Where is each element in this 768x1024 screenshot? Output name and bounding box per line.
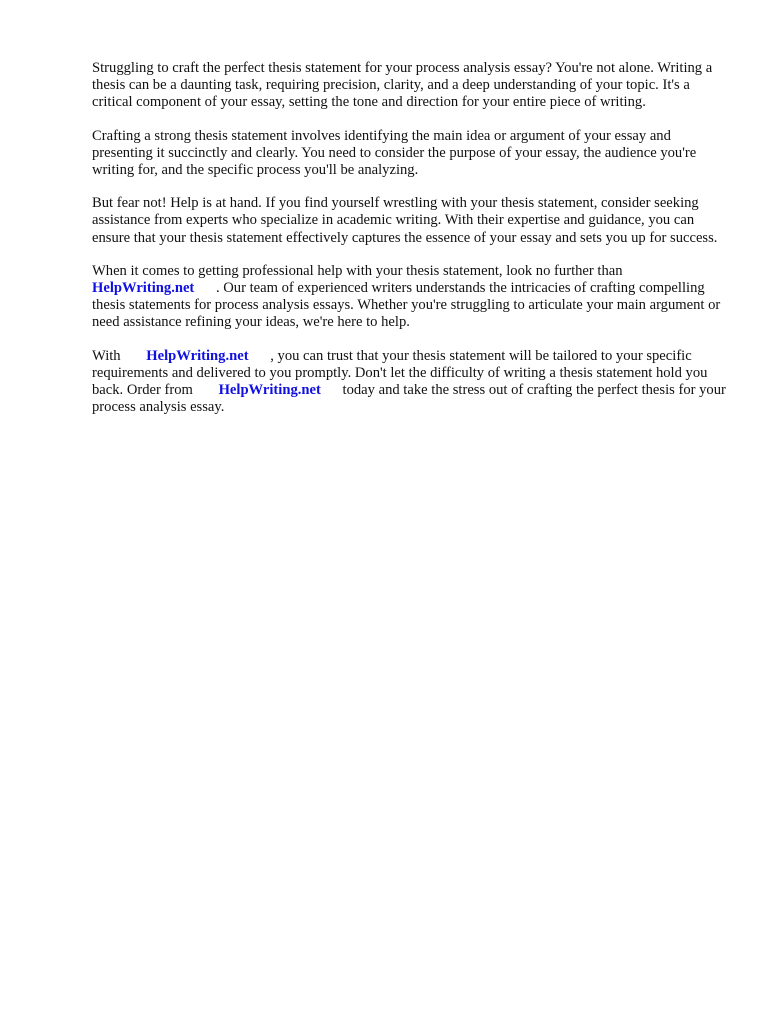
paragraph-crafting: Crafting a strong thesis statement involves identifying the main idea or argument of your essay and presenting it succinctly and clearly. You need to consider the purpose of your essay, the audience you're writing for, and the specific process you'll be analyzing. — [92, 127, 697, 179]
helpwriting-link[interactable]: HelpWriting.net — [92, 280, 195, 297]
document-page — [92, 60, 732, 432]
para4-text-after: . Our team of experienced writers understands the intricacies of crafting compelling thesis statements for process analysis essays. Whether you're struggling to articulate your main argument or need assistance refining your ideas, we're here to help. — [92, 280, 721, 331]
paragraph-professional-help — [92, 263, 732, 332]
helpwriting-link-3[interactable]: HelpWriting.net — [218, 382, 321, 399]
para5-text-middle: , you can trust that your thesis statement will be tailored to your specific requirements and delivered to you promptly. Don't let the difficulty of writing a thesis statement hold you back. Order from — [92, 347, 708, 399]
paragraph-order — [92, 348, 732, 417]
para5-text-before: With — [92, 347, 121, 364]
paragraph-help: But fear not! Help is at hand. If you find yourself wrestling with your thesis statement, consider seeking assistance from experts who specialize in academic writing. With their expertise and guidance, you can ensure that your thesis statement effectively captures the essence of your essay and sets you up for success. — [92, 195, 718, 246]
paragraph-intro: Struggling to craft the perfect thesis statement for your process analysis essay? You're not alone. Writing a thesis can be a daunting task, requiring precision, clarity, and a deep understanding of your topic. It's a critical component of your essay, setting the tone and direction for your entire piece of writing. — [92, 60, 713, 111]
helpwriting-link-2[interactable]: HelpWriting.net — [146, 347, 249, 364]
para4-text-before: When it comes to getting professional help with your thesis statement, look no further than — [92, 262, 623, 279]
para5-text-after: today and take the stress out of crafting the perfect thesis for your process analysis essay. — [92, 382, 726, 416]
